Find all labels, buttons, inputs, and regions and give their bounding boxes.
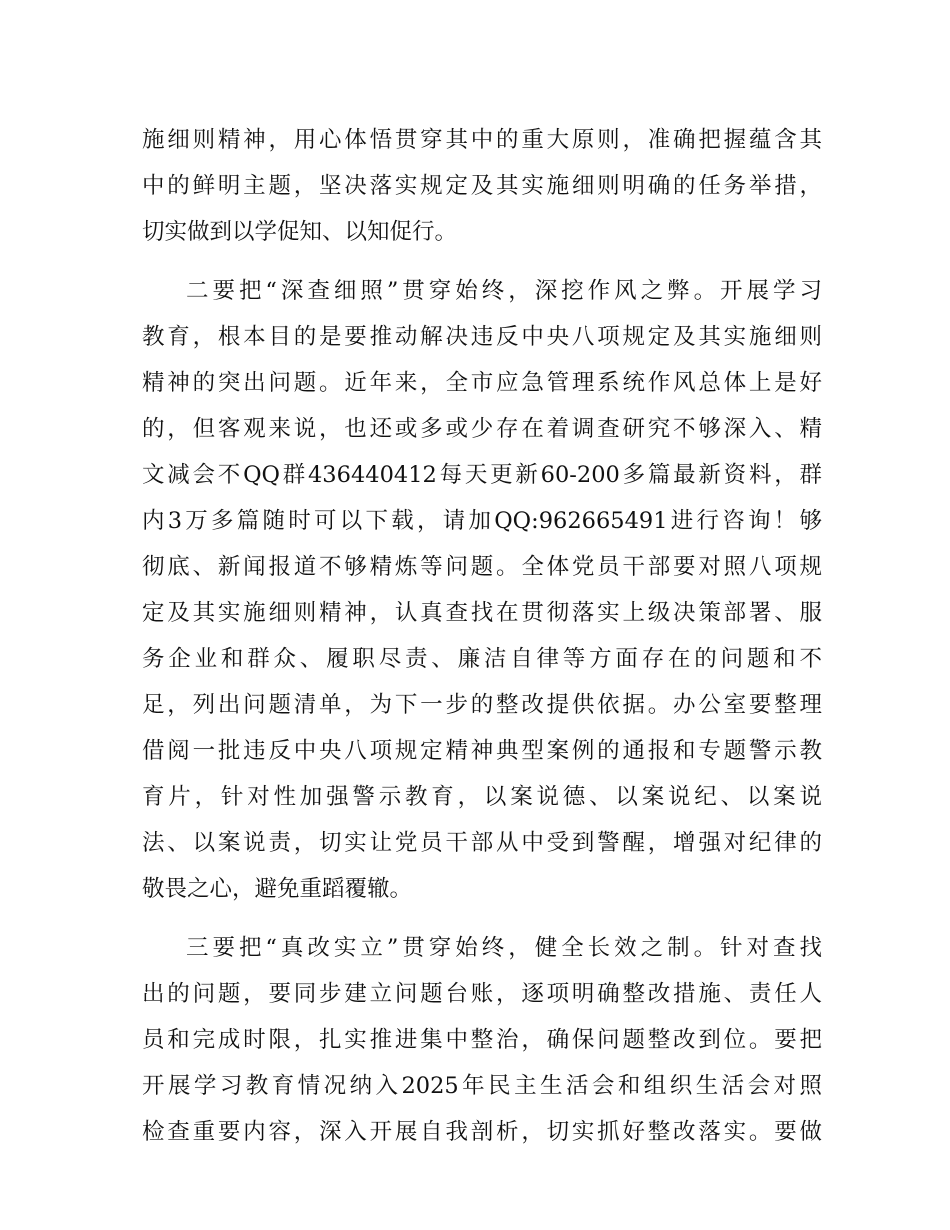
text-line: 彻底、新闻报道不够精炼等问题。全体党员干部要对照八项规 — [142, 554, 822, 580]
text-line: 出的问题，要同步建立问题台账，逐项明确整改措施、责任人 — [142, 981, 822, 1007]
text-line: 开展学习教育情况纳入2025年民主生活会和组织生活会对照 — [142, 1073, 822, 1099]
paragraph-start-line: 二要把“深查细照”贯穿始终，深挖作风之弊。开展学习 — [186, 278, 822, 304]
text-line: 足，列出问题清单，为下一步的整改提供依据。办公室要整理 — [142, 692, 822, 718]
text-line: 内3万多篇随时可以下载，请加QQ:962665491进行咨询！够 — [142, 508, 822, 534]
text-line: 施细则精神，用心体悟贯穿其中的重大原则，准确把握蕴含其 — [142, 127, 822, 153]
text-line: 员和完成时限，扎实推进集中整治，确保问题整改到位。要把 — [142, 1027, 822, 1053]
text-line: 敬畏之心，避免重蹈覆辙。 — [142, 876, 413, 902]
text-line: 借阅一批违反中央八项规定精神典型案例的通报和专题警示教 — [142, 738, 822, 764]
text-line: 文减会不QQ群436440412每天更新60-200多篇最新资料，群 — [142, 462, 822, 488]
text-line: 教育，根本目的是要推动解决违反中央八项规定及其实施细则 — [142, 324, 822, 350]
paragraph-start-line: 三要把“真改实立”贯穿始终，健全长效之制。针对查找 — [186, 935, 822, 961]
text-line: 育片，针对性加强警示教育，以案说德、以案说纪、以案说 — [142, 784, 822, 810]
text-line: 检查重要内容，深入开展自我剖析，切实抓好整改落实。要做 — [142, 1119, 822, 1145]
text-line: 定及其实施细则精神，认真查找在贯彻落实上级决策部署、服 — [142, 600, 822, 626]
text-line: 法、以案说责，切实让党员干部从中受到警醒，增强对纪律的 — [142, 830, 822, 856]
text-line: 的，但客观来说，也还或多或少存在着调查研究不够深入、精 — [142, 416, 822, 442]
text-line: 务企业和群众、履职尽责、廉洁自律等方面存在的问题和不 — [142, 646, 822, 672]
text-line: 中的鲜明主题，坚决落实规定及其实施细则明确的任务举措， — [142, 173, 822, 199]
text-line: 切实做到以学促知、以知促行。 — [142, 219, 458, 245]
text-line: 精神的突出问题。近年来，全市应急管理系统作风总体上是好 — [142, 370, 822, 396]
